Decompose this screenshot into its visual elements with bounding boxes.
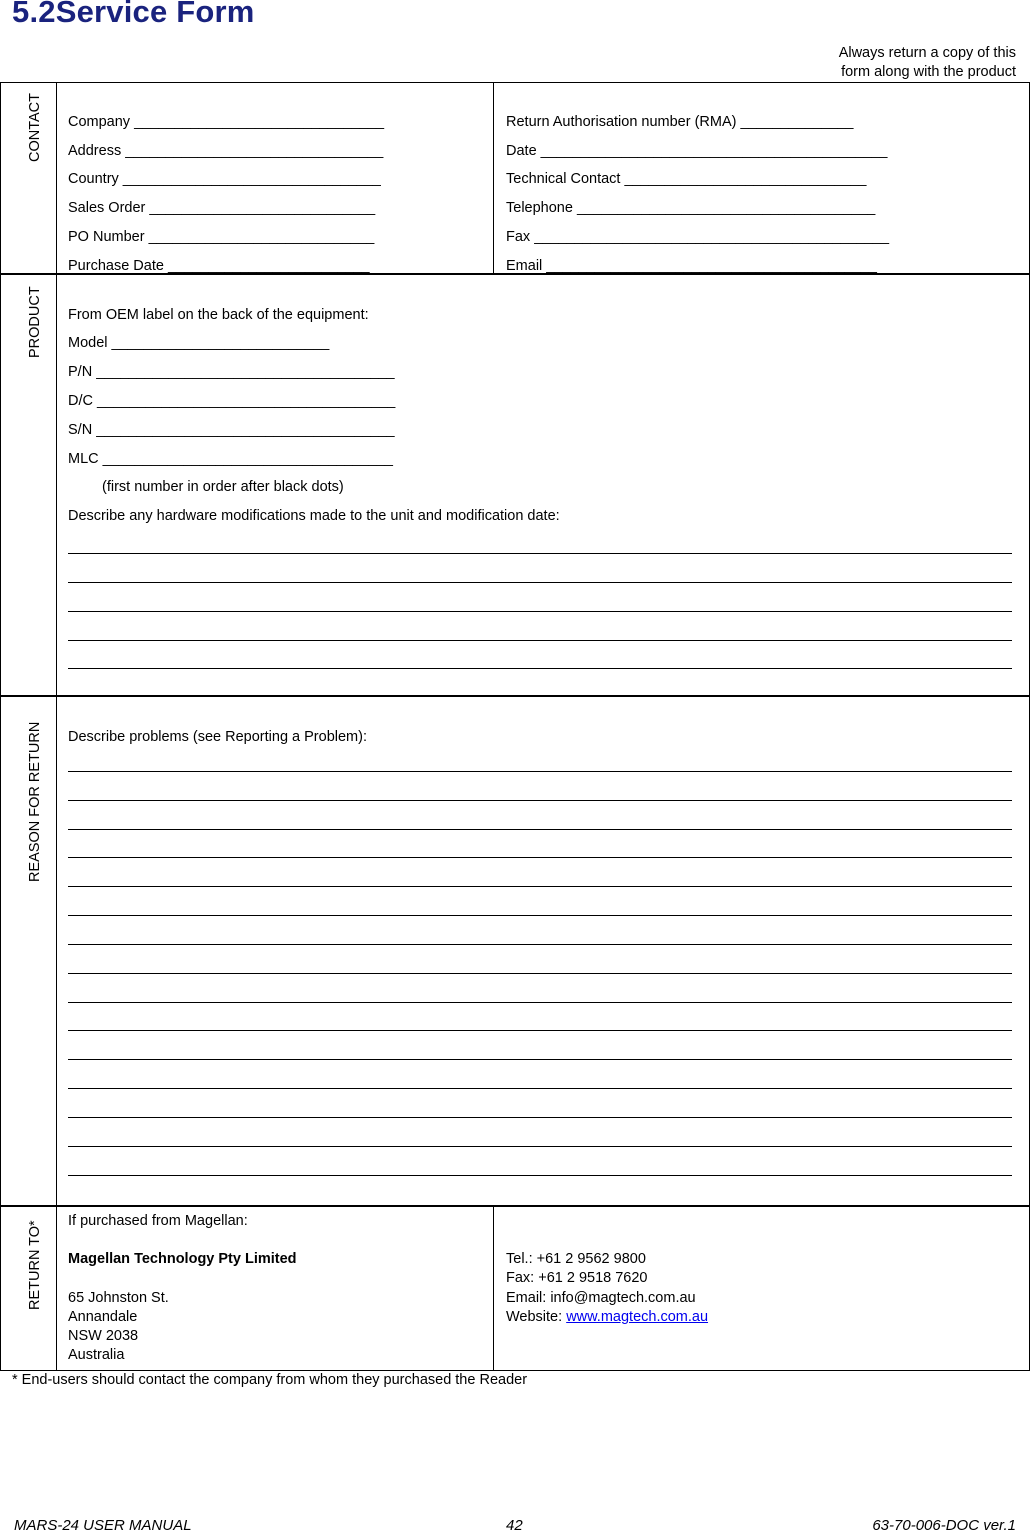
- rma-number-field[interactable]: Return Authorisation number (RMA) ______________: [506, 114, 854, 130]
- modifications-prompt: Describe any hardware modifications made to the unit and modification date:: [68, 508, 560, 524]
- sales-order-field[interactable]: Sales Order ____________________________: [68, 200, 376, 216]
- modifications-line[interactable]: [68, 668, 1012, 669]
- serial-number-field[interactable]: S/N _____________________________________: [68, 422, 395, 438]
- country-field[interactable]: Country ________________________________: [68, 171, 381, 187]
- modifications-line[interactable]: [68, 553, 1012, 554]
- modifications-line[interactable]: [68, 611, 1012, 612]
- problem-line[interactable]: [68, 1117, 1012, 1118]
- problem-line[interactable]: [68, 1088, 1012, 1089]
- problem-line[interactable]: [68, 886, 1012, 887]
- section-label-contact: CONTACT: [27, 92, 43, 162]
- mlc-note: (first number in order after black dots): [102, 479, 344, 495]
- section-label-reason: REASON FOR RETURN: [27, 721, 43, 882]
- return-telephone: Tel.: +61 2 9562 9800: [506, 1251, 646, 1267]
- return-street: 65 Johnston St.: [68, 1290, 169, 1306]
- return-suburb: Annandale: [68, 1309, 138, 1325]
- date-field[interactable]: Date ___________________________________________: [506, 143, 888, 159]
- modifications-line[interactable]: [68, 582, 1012, 583]
- website-link[interactable]: www.magtech.com.au: [566, 1309, 709, 1325]
- return-fax: Fax: +61 2 9518 7620: [506, 1270, 648, 1286]
- part-number-field[interactable]: P/N _____________________________________: [68, 364, 395, 380]
- problem-line[interactable]: [68, 1030, 1012, 1031]
- return-state: NSW 2038: [68, 1328, 139, 1344]
- section-label-return-to: RETURN TO*: [27, 1220, 43, 1310]
- footer-manual-name: MARS-24 USER MANUAL: [14, 1517, 192, 1534]
- divider-product-reason: [0, 695, 1030, 697]
- company-field[interactable]: Company _______________________________: [68, 114, 385, 130]
- problem-line[interactable]: [68, 1175, 1012, 1176]
- problem-line[interactable]: [68, 829, 1012, 830]
- return-note-line-2: form along with the product: [841, 64, 1016, 80]
- problem-line[interactable]: [68, 857, 1012, 858]
- problem-line[interactable]: [68, 1059, 1012, 1060]
- return-intro: If purchased from Magellan:: [68, 1213, 248, 1229]
- telephone-field[interactable]: Telephone _____________________________________: [506, 200, 876, 216]
- modifications-line[interactable]: [68, 640, 1012, 641]
- label-column-divider: [56, 82, 57, 1370]
- problem-line[interactable]: [68, 944, 1012, 945]
- contact-column-divider: [493, 82, 494, 274]
- problem-line[interactable]: [68, 1146, 1012, 1147]
- problem-line[interactable]: [68, 1002, 1012, 1003]
- date-code-field[interactable]: D/C _____________________________________: [68, 393, 396, 409]
- return-country: Australia: [68, 1347, 125, 1363]
- footnote: * End-users should contact the company from whom they purchased the Reader: [12, 1372, 528, 1388]
- model-field[interactable]: Model ___________________________: [68, 335, 330, 351]
- service-form-table: [0, 82, 1030, 1371]
- problem-line[interactable]: [68, 771, 1012, 772]
- mlc-field[interactable]: MLC ____________________________________: [68, 451, 393, 467]
- footer-page-number: 42: [506, 1517, 523, 1534]
- return-note-line-1: Always return a copy of this: [838, 45, 1016, 61]
- email-field[interactable]: Email _________________________________________: [506, 258, 877, 274]
- purchase-date-field[interactable]: Purchase Date _________________________: [68, 258, 370, 274]
- problem-line[interactable]: [68, 915, 1012, 916]
- problem-prompt: Describe problems (see Reporting a Problem):: [68, 729, 367, 745]
- product-intro: From OEM label on the back of the equipment:: [68, 307, 369, 323]
- return-company: Magellan Technology Pty Limited: [68, 1251, 297, 1267]
- footer-doc-ref: 63-70-006-DOC ver.1: [872, 1517, 1016, 1534]
- po-number-field[interactable]: PO Number ____________________________: [68, 229, 375, 245]
- address-field[interactable]: Address ________________________________: [68, 143, 384, 159]
- technical-contact-field[interactable]: Technical Contact ______________________________: [506, 171, 867, 187]
- website-label: Website:: [506, 1309, 567, 1325]
- problem-line[interactable]: [68, 973, 1012, 974]
- section-label-product: PRODUCT: [27, 286, 43, 358]
- divider-reason-return: [0, 1205, 1030, 1207]
- fax-field[interactable]: Fax ____________________________________________: [506, 229, 890, 245]
- page-title: 5.2Service Form: [12, 0, 255, 29]
- return-website: [506, 1308, 708, 1327]
- return-email: Email: info@magtech.com.au: [506, 1290, 696, 1306]
- return-column-divider: [493, 1206, 494, 1370]
- problem-line[interactable]: [68, 800, 1012, 801]
